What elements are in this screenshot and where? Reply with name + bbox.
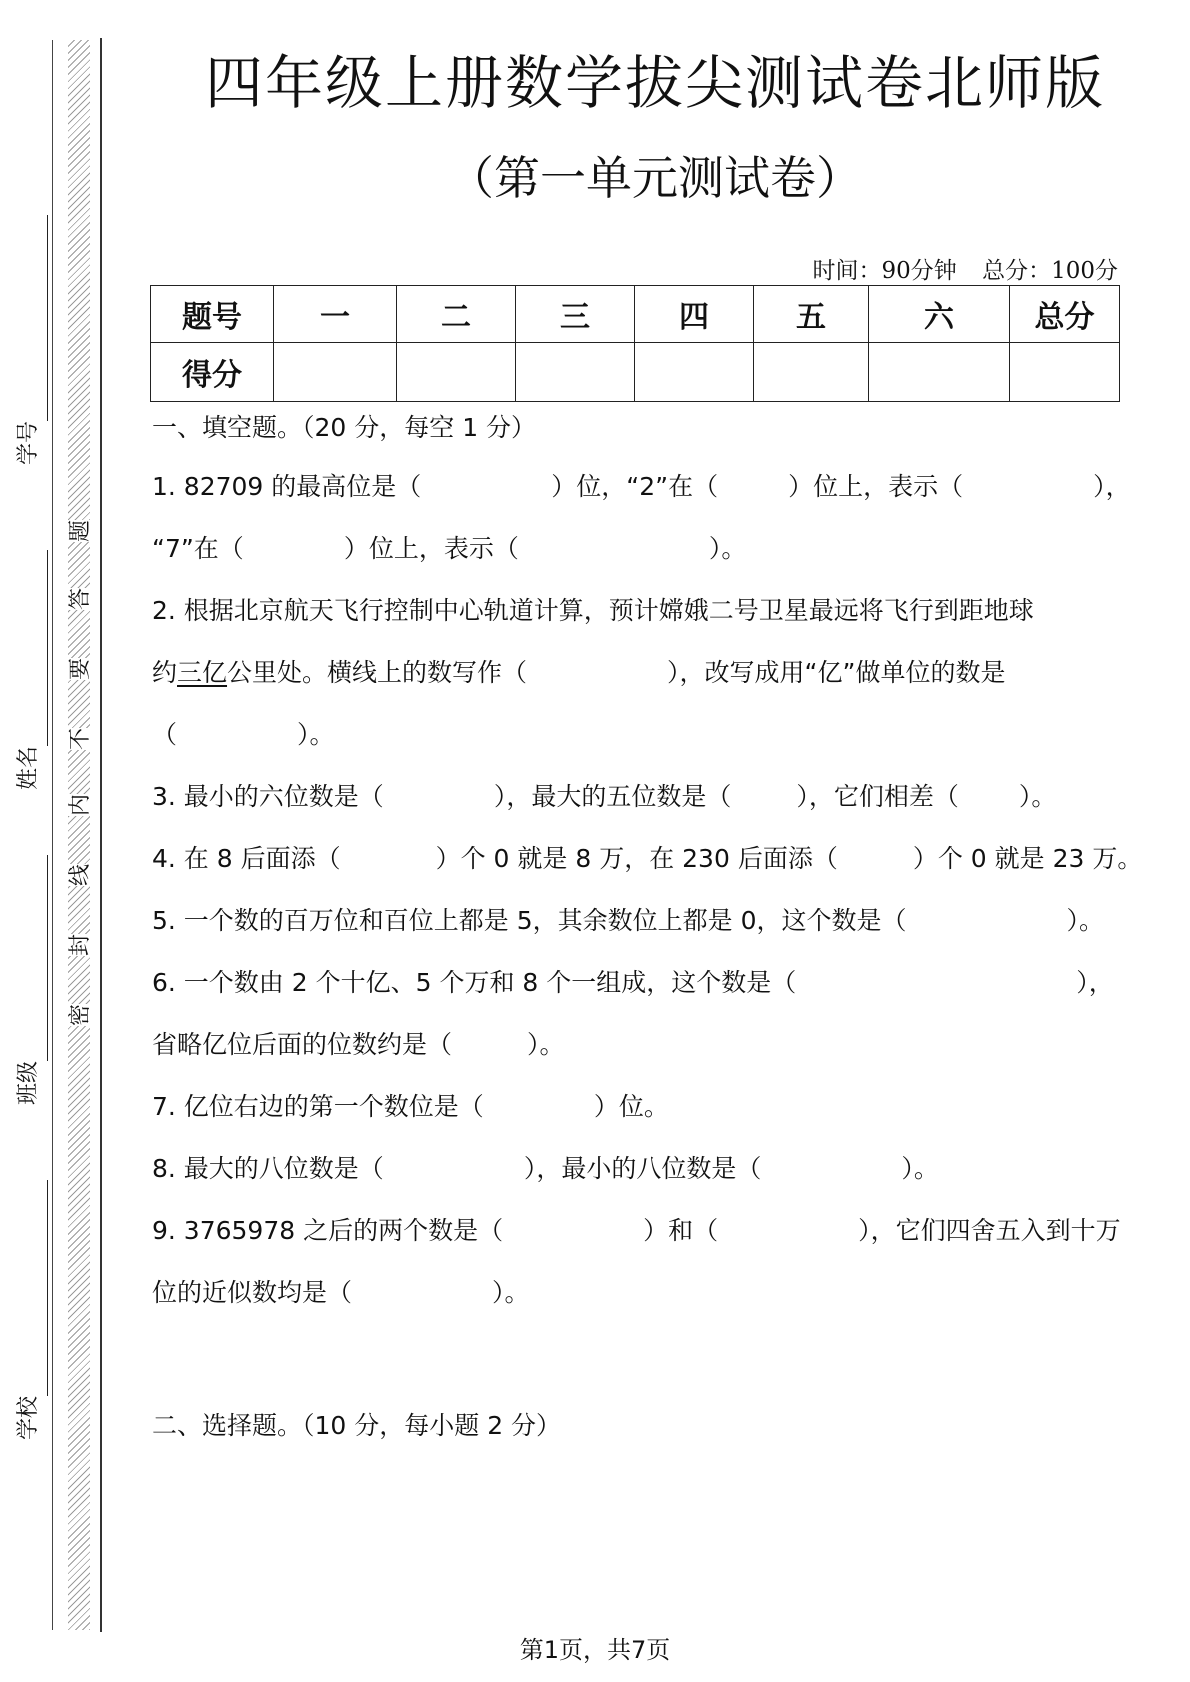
school-line[interactable] [17,1180,48,1396]
question-9-line-1 [152,1214,1121,1248]
question-6-line-1 [152,966,1114,1000]
question-2-line-1: 2. 根据北京航天飞行控制中心轨道计算，预计嫦娥二号卫星最远将飞行到距地球 [152,596,1034,625]
seal-char: 内 [66,794,96,816]
q2-text-e: ）。 [297,720,335,749]
exam-meta [813,252,1119,285]
section1-title: 一、填空题。（20 分，每空 1 分） [152,413,537,442]
q2-text-c: ），改写成用“亿”做单位的数是 [667,658,1006,687]
q6-text-a: 6. 一个数由 2 个十亿、5 个万和 8 个一组成，这个数是（ [152,968,797,997]
q7-text-b: ）位。 [593,1092,669,1121]
binding-inner-line [52,40,53,1630]
q9-text-b: ）和（ [643,1216,719,1245]
q8-text-a: 8. 最大的八位数是（ [152,1154,384,1183]
q1-text-c: ）位上，表示（ [788,472,964,501]
q8-text-b: ），最小的八位数是（ [523,1154,762,1183]
score-cell[interactable] [869,343,1010,402]
page-subtitle: （第一单元测试卷） [448,151,862,205]
id-label: 学号 [16,420,41,465]
q2-text-d: （ [152,720,178,749]
column-header: 五 [754,286,869,343]
q3-text-c: ），它们相差（ [796,782,959,811]
class-line[interactable] [17,855,48,1061]
question-1-line-2 [152,532,746,566]
score-cell[interactable] [1010,343,1120,402]
question-7 [152,1090,669,1124]
q1-text-g: ）。 [708,534,747,563]
score-table [150,285,1120,402]
question-2-line-2 [152,656,1005,690]
q9-text-d: 位的近似数均是（ [152,1278,353,1307]
name-line[interactable] [17,550,48,746]
row-score-cell: 得分 [151,343,274,402]
q4-text-b: ）个 0 就是 8 万，在 230 后面添（ [435,844,838,873]
q3-text-d: ）。 [1018,782,1057,811]
question-4 [152,842,1142,876]
column-header: 总分 [1010,286,1120,343]
q2-underlined-number: 三亿 [177,658,228,687]
q9-text-e: ）。 [492,1278,530,1307]
total-score: 总分：100分 [982,258,1118,284]
q4-text-c: ）个 0 就是 23 万。 [912,844,1143,873]
question-2-line-3 [152,718,335,752]
binding-margin [0,0,110,1682]
seal-char: 要 [66,658,96,680]
q1-text-a: 1. 82709 的最高位是（ [152,472,422,501]
name-field [8,550,48,790]
seal-char: 封 [66,934,96,956]
seal-char: 线 [66,864,96,886]
question-6-line-2 [152,1028,565,1062]
school-label: 学校 [16,1395,41,1440]
name-label: 姓名 [16,745,41,790]
score-cell[interactable] [754,343,869,402]
q5-text-b: ）。 [1066,906,1105,935]
column-header: 二 [397,286,516,343]
school-field [8,1180,48,1440]
seal-char: 题 [66,520,96,542]
question-9-line-2 [152,1276,530,1310]
q6-text-d: ）。 [527,1030,565,1059]
q2-text-b-post: 公里处。横线上的数写作（ [227,658,528,687]
column-header: 四 [635,286,754,343]
seal-char: 答 [66,588,96,610]
q3-text-a: 3. 最小的六位数是（ [152,782,384,811]
binding-hatch [68,40,90,1630]
question-8 [152,1152,939,1186]
q7-text-a: 7. 亿位右边的第一个数位是（ [152,1092,484,1121]
time-limit: 时间：90分钟 [812,258,957,284]
question-3 [152,780,1056,814]
q9-text-c: ），它们四舍五入到十万 [858,1216,1121,1245]
id-field [8,215,48,465]
column-header: 六 [869,286,1010,343]
section2-title: 二、选择题。（10 分，每小题 2 分） [152,1411,562,1440]
score-cell[interactable] [516,343,635,402]
q9-text-a: 9. 3765978 之后的两个数是（ [152,1216,504,1245]
page-number: 第1页，共7页 [519,1636,671,1664]
q4-text-a: 4. 在 8 后面添（ [152,844,341,873]
q1-text-d: ）， [1093,472,1131,501]
q1-text-e: “7”在（ [152,534,244,563]
score-cell[interactable] [635,343,754,402]
binding-outer-line [100,38,102,1632]
q3-text-b: ），最大的五位数是（ [493,782,732,811]
q5-text-a: 5. 一个数的百万位和百位上都是 5，其余数位上都是 0，这个数是（ [152,906,907,935]
class-label: 班级 [16,1060,41,1105]
score-table-score-row [151,343,1120,402]
q6-text-c: 省略亿位后面的位数约是（ [152,1030,453,1059]
q1-text-b: ）位，“2”在（ [551,472,719,501]
seal-char: 密 [66,1004,96,1026]
q6-text-b: ）， [1076,968,1114,997]
q8-text-c: ）。 [901,1154,939,1183]
seal-char: 不 [66,728,96,750]
score-table-header-row [151,286,1120,343]
question-1-line-1 [152,470,1131,504]
row-header-cell: 题号 [151,286,274,343]
class-field [8,855,48,1105]
q1-text-f: ）位上，表示（ [343,534,519,563]
id-line[interactable] [17,215,48,421]
q2-text-b-pre: 约 [152,658,178,687]
score-cell[interactable] [274,343,397,402]
page-title: 四年级上册数学拔尖测试卷北师版 [204,49,1105,117]
question-5 [152,904,1104,938]
score-cell[interactable] [397,343,516,402]
column-header: 一 [274,286,397,343]
column-header: 三 [516,286,635,343]
